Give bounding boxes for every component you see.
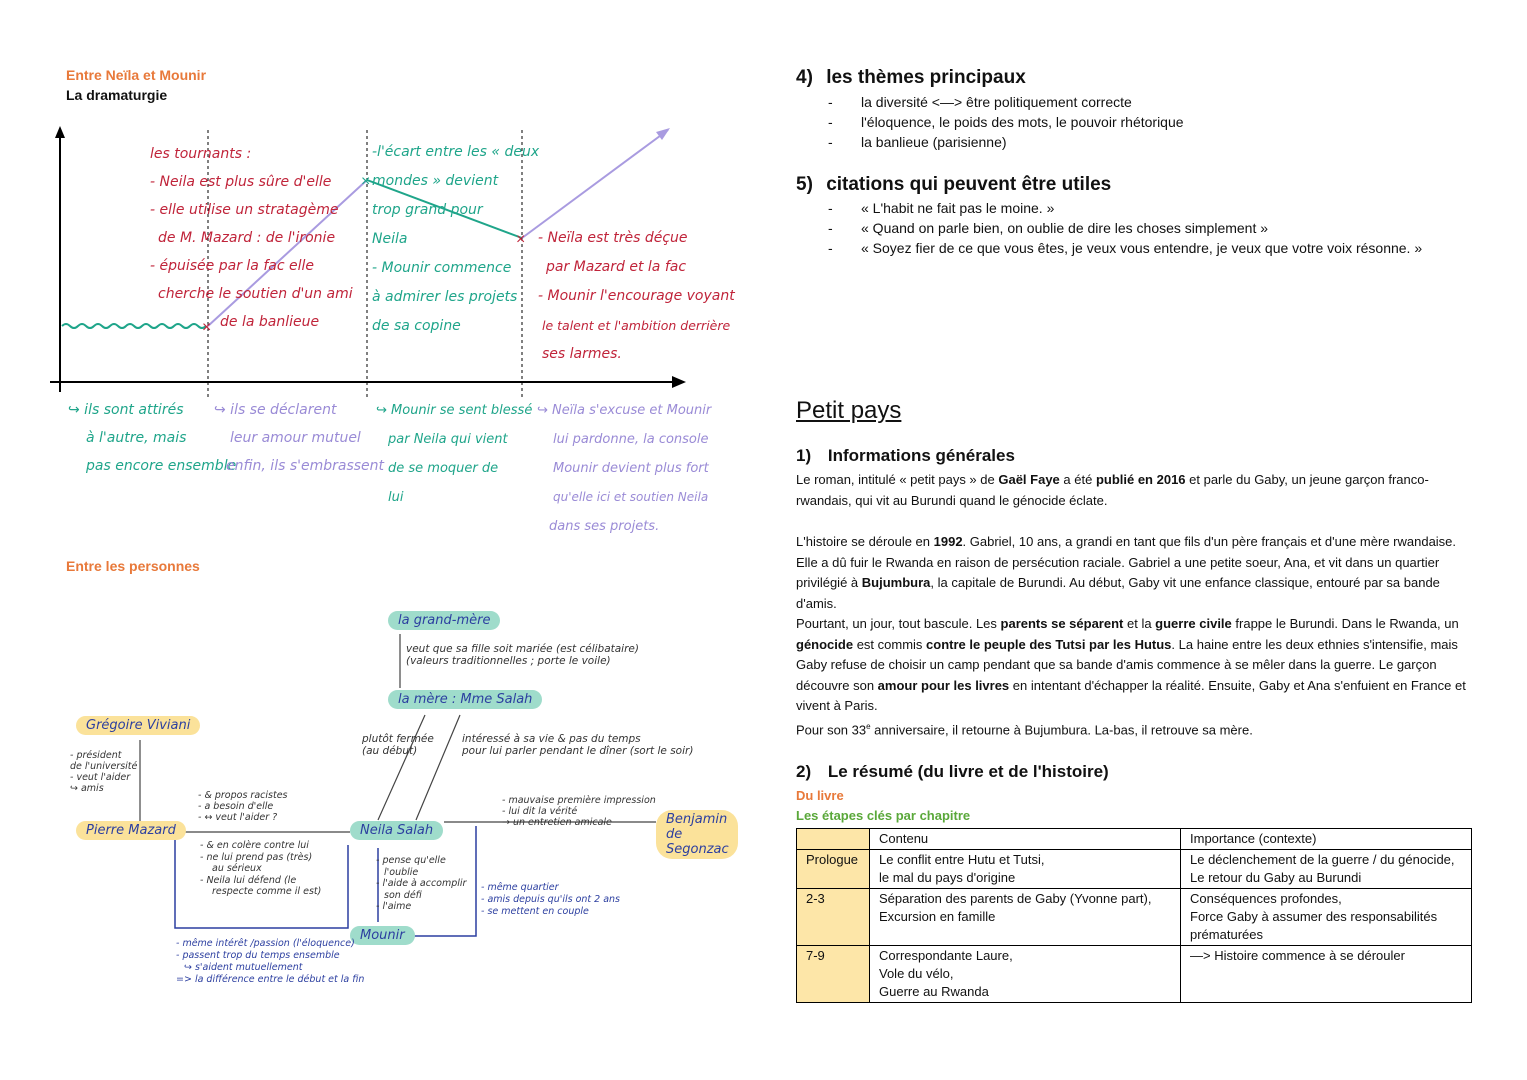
- phase-1-note: [68, 396, 236, 480]
- meme-quartier-note: [481, 882, 620, 918]
- final-rising-line: [522, 130, 668, 238]
- paragraph-setting: [796, 532, 1466, 614]
- publication-date: publié en 2016: [1095, 472, 1186, 487]
- node-mere: la mère : Mme Salah: [388, 690, 542, 709]
- gregoire-note: [70, 750, 137, 794]
- colere-note: [200, 840, 321, 898]
- gregoire-note-line: ↪ amis: [70, 783, 104, 794]
- section-1-heading: [796, 446, 1015, 466]
- section-5-title: citations qui peuvent être utiles: [826, 174, 1112, 195]
- mere-right-note: [462, 733, 693, 757]
- text-run: est commis: [853, 636, 927, 652]
- importance-cell: [1181, 889, 1472, 946]
- cell-line: —> Histoire commence à se dérouler: [1190, 948, 1405, 963]
- neila-mounir-line: l'oublie: [384, 866, 419, 878]
- text-run: . La haine entre les deux ethnies s'intensifie, mais Gaby refuse de choisir un camp pendant que sa bande d'amis commence à se mêler dans la guerre. Le garçon découvre son: [796, 636, 1458, 693]
- section-2-title: Le résumé (du livre et de l'histoire): [827, 762, 1109, 781]
- list-item: - la banlieue (parisienne): [828, 132, 1184, 152]
- node-pierre: Pierre Mazard: [76, 821, 186, 840]
- phase-line: de se moquer de: [388, 461, 499, 476]
- tournants-line: - épuisée par la fac elle: [150, 258, 314, 274]
- phase-line: lui: [388, 490, 404, 505]
- content-cell: [870, 889, 1181, 946]
- tournants-title: les tournants :: [150, 146, 252, 162]
- section-2-heading: [796, 762, 1109, 782]
- node-mounir: Mounir: [350, 926, 415, 945]
- list-item: - « L'habit ne fait pas le moine. »: [828, 198, 1428, 218]
- paragraph-story: [796, 532, 1466, 740]
- table-header-cell: [797, 829, 870, 850]
- mounir-note: [176, 938, 364, 986]
- gregoire-note-line: de l'université: [70, 761, 138, 772]
- ecart-line: - Mounir commence: [372, 260, 512, 276]
- superscript: e: [866, 721, 871, 731]
- gregoire-note-line: - président: [70, 750, 122, 761]
- list-item: - la diversité <—> être politiquement correcte: [828, 92, 1184, 112]
- tournants-line: - elle utilise un stratagème: [150, 202, 339, 218]
- decue-line: ses larmes.: [542, 346, 622, 362]
- mere-right-line: pour lui parler pendant le dîner (sort le soir): [462, 745, 694, 757]
- phase-line: pas encore ensemble: [86, 458, 237, 474]
- cell-line: Force Gaby à assumer des responsabilités prématurées: [1190, 909, 1438, 942]
- mounir-note-line: - même intérêt /passion (l'éloquence): [176, 938, 355, 949]
- text-run: Pour son 33: [796, 721, 867, 737]
- node-gregoire: Grégoire Viviani: [76, 716, 200, 735]
- turning-point-1: ×: [202, 319, 212, 336]
- decue-line: par Mazard et la fac: [546, 259, 687, 275]
- cell-line: le mal du pays d'origine: [879, 870, 1016, 885]
- text-run: , la capitale de Burundi. Au début, Gaby vit une enfance classique, entouré par sa bande d'amis.: [796, 575, 1440, 611]
- benjamin-note-line: → un entretien amicale: [502, 817, 612, 828]
- ecart-line: à admirer les projets: [372, 289, 518, 305]
- paragraph-turn: [796, 614, 1466, 717]
- ecart-line: -l'écart entre les « deux: [372, 144, 540, 160]
- bold-run: amour pour les livres: [877, 677, 1010, 693]
- text-run: a été: [1059, 472, 1096, 487]
- paragraph-ending: [796, 717, 1466, 741]
- meme-quartier-line: - amis depuis qu'ils ont 2 ans: [481, 894, 621, 905]
- section-5-heading: [796, 174, 1111, 196]
- cell-line: Le retour du Gaby au Burundi: [1190, 870, 1362, 885]
- author-name: Gaël Faye: [998, 472, 1060, 487]
- mere-left-line: plutôt fermée: [362, 733, 434, 745]
- meme-quartier-line: - même quartier: [481, 882, 559, 893]
- chapters-table: [796, 828, 1472, 1003]
- ecart-line: trop grand pour: [372, 202, 483, 218]
- pierre-note-line: - & propos racistes: [198, 790, 288, 801]
- cell-line: Séparation des parents de Gaby (Yvonne part),: [879, 891, 1152, 906]
- pierre-note-line: - ↔ veut l'aider ?: [198, 812, 278, 823]
- du-livre-label: Du livre: [796, 788, 844, 803]
- ecart-line: de sa copine: [372, 318, 461, 334]
- grand-mere-note: [406, 643, 639, 667]
- section-2-number: 2): [796, 762, 812, 781]
- cell-line: Guerre au Rwanda: [879, 984, 989, 999]
- phase-line: lui pardonne, la console: [553, 432, 709, 447]
- mounir-note-line: => la différence entre le début et la fin: [176, 974, 365, 985]
- table-header-cell: Importance (contexte): [1181, 829, 1472, 850]
- importance-cell: [1181, 850, 1472, 889]
- phase-line: dans ses projets.: [549, 519, 660, 534]
- bold-run: contre le peuple des Tutsi par les Hutus: [926, 636, 1172, 652]
- phase-4-note: [537, 396, 711, 541]
- turning-point-3: ×: [516, 231, 526, 248]
- ecart-line: Neila: [372, 231, 408, 247]
- ecart-note: [372, 138, 539, 341]
- text-run: Le roman, intitulé « petit pays » de: [796, 472, 999, 487]
- cell-line: Correspondante Laure,: [879, 948, 1013, 963]
- neila-mounir-note: [376, 855, 466, 913]
- pierre-note-line: - a besoin d'elle: [198, 801, 274, 812]
- table-row: [797, 850, 1472, 889]
- neila-mounir-line: - l'aide à accomplir: [376, 878, 467, 889]
- phase-line: Mounir devient plus fort: [553, 461, 709, 476]
- text-run: L'histoire se déroule en: [796, 534, 934, 549]
- year: 1992: [933, 534, 963, 549]
- etapes-label: Les étapes clés par chapitre: [796, 808, 971, 823]
- mounir-note-line: - passent trop du temps ensemble: [176, 950, 340, 961]
- phase-line: enfin, ils s'embrassent: [226, 458, 385, 474]
- phase-2-note: [214, 396, 384, 480]
- mere-left-note: [362, 733, 434, 757]
- y-axis-arrowhead: [55, 126, 65, 138]
- bold-run: parents se séparent: [1000, 616, 1124, 631]
- phase-line: leur amour mutuel: [230, 430, 361, 446]
- section-5-number: 5): [796, 174, 813, 195]
- chapter-cell: 2-3: [797, 889, 870, 946]
- section-4-heading: [796, 67, 1026, 89]
- heading-entre-neila-mounir: Entre Neïla et Mounir: [66, 67, 207, 83]
- cell-line: Excursion en famille: [879, 909, 996, 924]
- gregoire-note-line: - veut l'aider: [70, 772, 131, 783]
- neila-mounir-line: - l'aime: [376, 901, 412, 912]
- text-run: Pourtant, un jour, tout bascule. Les: [796, 616, 1001, 631]
- mere-left-line: (au début): [362, 745, 418, 757]
- neila-mounir-line: son défi: [384, 889, 422, 901]
- phase-line: par Neila qui vient: [388, 432, 508, 447]
- phase-line: ↪ ils sont attirés: [68, 402, 184, 418]
- phase-3-note: [376, 396, 532, 512]
- heading-entre-personnes: Entre les personnes: [66, 558, 200, 574]
- tournants-line: de M. Mazard : de l'ironie: [158, 230, 336, 246]
- colere-note-line: - Neila lui défend (le: [200, 874, 297, 886]
- quotes-list: [828, 198, 1428, 258]
- text-run: et la: [1123, 616, 1156, 631]
- importance-cell: [1181, 946, 1472, 1003]
- cell-line: Le conflit entre Hutu et Tutsi,: [879, 852, 1045, 867]
- node-grand-mere: la grand-mère: [388, 611, 500, 630]
- turning-point-2: ×: [361, 173, 371, 190]
- list-item: - l'éloquence, le poids des mots, le pouvoir rhétorique: [828, 112, 1184, 132]
- neila-mounir-line: - pense qu'elle: [376, 855, 446, 866]
- section-1-title: Informations générales: [827, 446, 1015, 465]
- text-run: . Gabriel, 10 ans, a grandi en tant que fils d'un père français et d'une mère rwandaise. Elle a dû fuir le Rwanda en raison de persécution raciale. Gabriel a une petite soeur, Ana, et vit dans un quartier privilégié à: [796, 534, 1457, 590]
- colere-note-line: respecte comme il est): [212, 886, 322, 897]
- connector-mere-neila: [378, 715, 425, 820]
- colere-note-line: - ne lui prend pas (très): [200, 851, 313, 863]
- chapter-cell: Prologue: [797, 850, 870, 889]
- benjamin-note-line: - mauvaise première impression: [502, 795, 656, 806]
- book-title: Petit pays: [796, 397, 902, 424]
- gm-note-line: (valeurs traditionnelles ; porte le voile): [406, 655, 611, 667]
- node-benjamin: Benjamin de Segonzac: [656, 810, 738, 859]
- content-cell: [870, 850, 1181, 889]
- themes-list: [828, 92, 1184, 152]
- city: Bujumbura: [861, 575, 931, 590]
- bold-run: guerre civile: [1155, 616, 1232, 631]
- paragraph-intro: [796, 470, 1466, 511]
- phase-line: ↪ Mounir se sent blessé: [376, 403, 533, 418]
- node-neila: Neila Salah: [350, 821, 443, 840]
- table-header-cell: Contenu: [870, 829, 1181, 850]
- decue-line: le talent et l'ambition derrière: [542, 318, 731, 333]
- table-row: [797, 946, 1472, 1003]
- cell-line: Le déclenchement de la guerre / du génocide,: [1190, 852, 1455, 867]
- x-axis-arrowhead: [672, 376, 686, 388]
- phase-line: qu'elle ici et soutien Neila: [553, 490, 709, 504]
- list-item: - « Soyez fier de ce que vous êtes, je veux vous entendre, je veux que votre voix résonne. »: [828, 238, 1428, 258]
- content-cell: [870, 946, 1181, 1003]
- chapter-cell: 7-9: [797, 946, 870, 1003]
- benjamin-note-line: - lui dit la vérité: [502, 806, 578, 817]
- gm-note-line: veut que sa fille soit mariée (est célibataire): [406, 643, 639, 655]
- phase-line: à l'autre, mais: [86, 430, 187, 446]
- neila-decue-note: [538, 224, 735, 369]
- decue-line: - Mounir l'encourage voyant: [538, 288, 735, 304]
- cell-line: Conséquences profondes,: [1190, 891, 1342, 906]
- phase-line: ↪ ils se déclarent: [214, 402, 337, 418]
- pierre-note: [198, 790, 288, 823]
- phase-line: ↪ Neïla s'excuse et Mounir: [537, 403, 712, 418]
- table-row: [797, 889, 1472, 946]
- tournants-line: de la banlieue: [220, 314, 320, 330]
- section-1-number: 1): [796, 446, 812, 465]
- list-item: - « Quand on parle bien, on oublie de dire les choses simplement »: [828, 218, 1428, 238]
- tournants-note: [150, 140, 353, 336]
- bold-run: génocide: [796, 636, 854, 652]
- heading-dramaturgie: La dramaturgie: [66, 87, 168, 103]
- text-run: et parle du Gaby, un jeune garçon franco-rwandais, qui vit au Burundi quand le génocide éclate.: [796, 472, 1429, 508]
- ecart-line: mondes » devient: [372, 173, 499, 189]
- text-run: en intentant d'échapper la réalité. Ensuite, Gaby et Ana s'enfuient en France et vivent à Paris.: [796, 677, 1466, 713]
- text-run: anniversaire, il retourne à Bujumbura. La-bas, il retrouve sa mère.: [870, 721, 1253, 737]
- table-header-row: [797, 829, 1472, 850]
- decue-line: - Neïla est très déçue: [538, 230, 688, 246]
- text-run: frappe le Burundi. Dans le Rwanda, un: [1231, 616, 1459, 631]
- mounir-note-line: ↪ s'aident mutuellement: [184, 962, 303, 973]
- section-4-title: les thèmes principaux: [826, 67, 1026, 88]
- tournants-line: cherche le soutien d'un ami: [158, 286, 353, 302]
- colere-note-line: - & en colère contre lui: [200, 840, 309, 851]
- mere-right-line: intéressé à sa vie & pas du temps: [462, 733, 641, 745]
- benjamin-note: [502, 795, 656, 828]
- connector-neila-mere: [416, 715, 460, 820]
- section-4-number: 4): [796, 67, 813, 88]
- colere-note-line: au sérieux: [212, 863, 262, 874]
- tournants-line: - Neila est plus sûre d'elle: [150, 174, 332, 190]
- cell-line: Vole du vélo,: [879, 966, 954, 981]
- meme-quartier-line: - se mettent en couple: [481, 906, 589, 917]
